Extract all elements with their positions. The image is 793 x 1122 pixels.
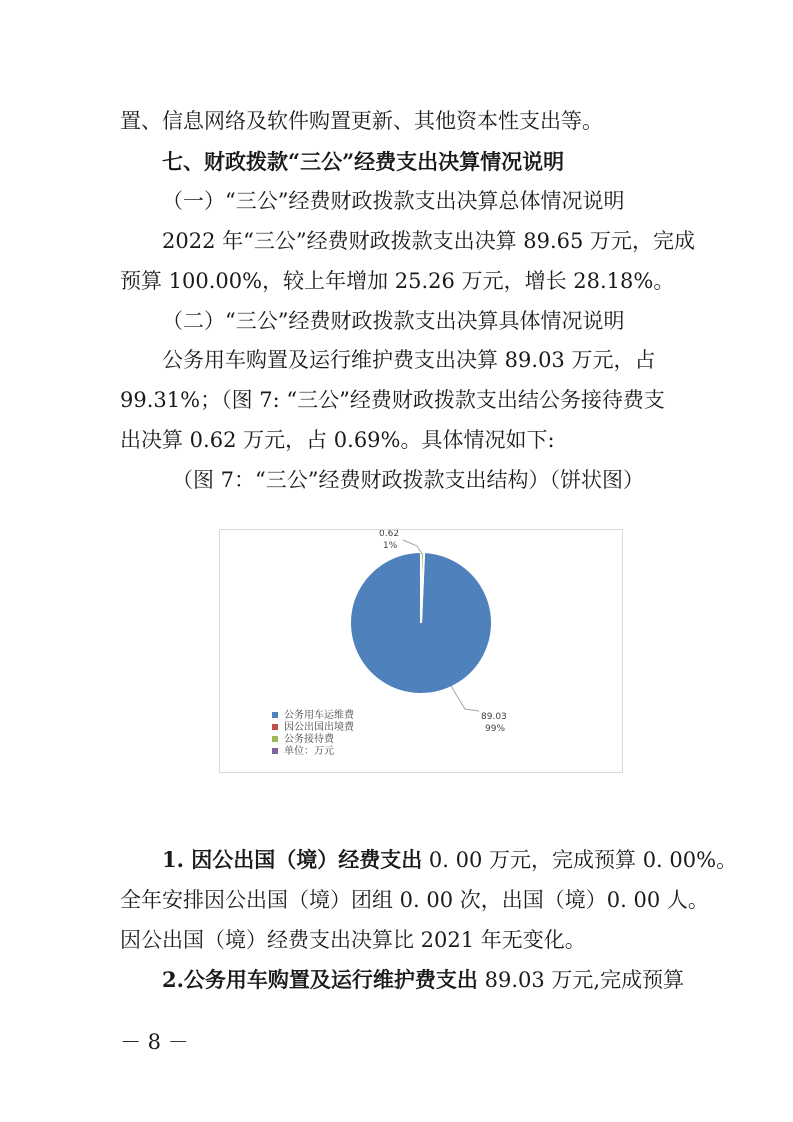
pie-chart-svg [220, 530, 622, 772]
subsection-heading: （二）“三公”经费财政拨款支出决算具体情况说明 [162, 309, 625, 333]
legend-swatch [272, 712, 278, 718]
text-line: 出决算 0.62 万元，占 0.69%。具体情况如下: [120, 428, 555, 452]
section-text: 0. 00 万元，完成预算 0. 00%。 [422, 848, 738, 872]
text-line: 全年安排因公出国（境）团组 0. 00 次，出国（境）0. 00 人。 [120, 888, 709, 912]
data-label-percent: 1% [383, 541, 398, 551]
data-label-percent: 99% [485, 724, 506, 734]
legend-label: 因公出国出境费 [284, 722, 354, 733]
text-line: 置、信息网络及软件购置更新、其他资本性支出等。 [120, 109, 603, 133]
text-line: 公务用车购置及运行维护费支出决算 89.03 万元，占 [162, 348, 656, 372]
text-line: 预算 100.00%，较上年增加 25.26 万元，增长 28.18%。 [120, 269, 675, 293]
section-label: 2.公务用车购置及运行维护费支出 [162, 967, 478, 992]
section-label: 1. 因公出国（境）经费支出 [162, 847, 423, 872]
section-heading: 七、财政拨款“三公”经费支出决算情况说明 [162, 149, 565, 174]
leader-line [451, 686, 479, 711]
pie-chart [219, 529, 623, 773]
legend-swatch [272, 724, 278, 730]
text-line [162, 845, 737, 875]
data-label-value: 0.62 [379, 530, 400, 539]
legend-label: 公务接待费 [284, 734, 334, 745]
legend-swatch [272, 736, 278, 742]
data-label-value: 89.03 [481, 712, 507, 722]
legend-swatch [272, 748, 278, 754]
section-text: 89.03 万元,完成预算 [477, 968, 685, 992]
text-line [162, 965, 684, 995]
text-line: 99.31%；（图 7: “三公”经费财政拨款支出结公务接待费支 [120, 388, 665, 412]
page-number: － 8 － [120, 1030, 189, 1054]
subsection-heading: （一）“三公”经费财政拨款支出决算总体情况说明 [162, 189, 625, 213]
legend-label: 公务用车运维费 [284, 710, 354, 721]
text-line: 因公出国（境）经费支出决算比 2021 年无变化。 [120, 928, 586, 952]
text-line: 2022 年“三公”经费财政拨款支出决算 89.65 万元，完成 [162, 229, 696, 253]
legend-label: 单位：万元 [284, 746, 334, 757]
figure-caption: （图 7：“三公”经费财政拨款支出结构）（饼状图） [172, 468, 645, 492]
